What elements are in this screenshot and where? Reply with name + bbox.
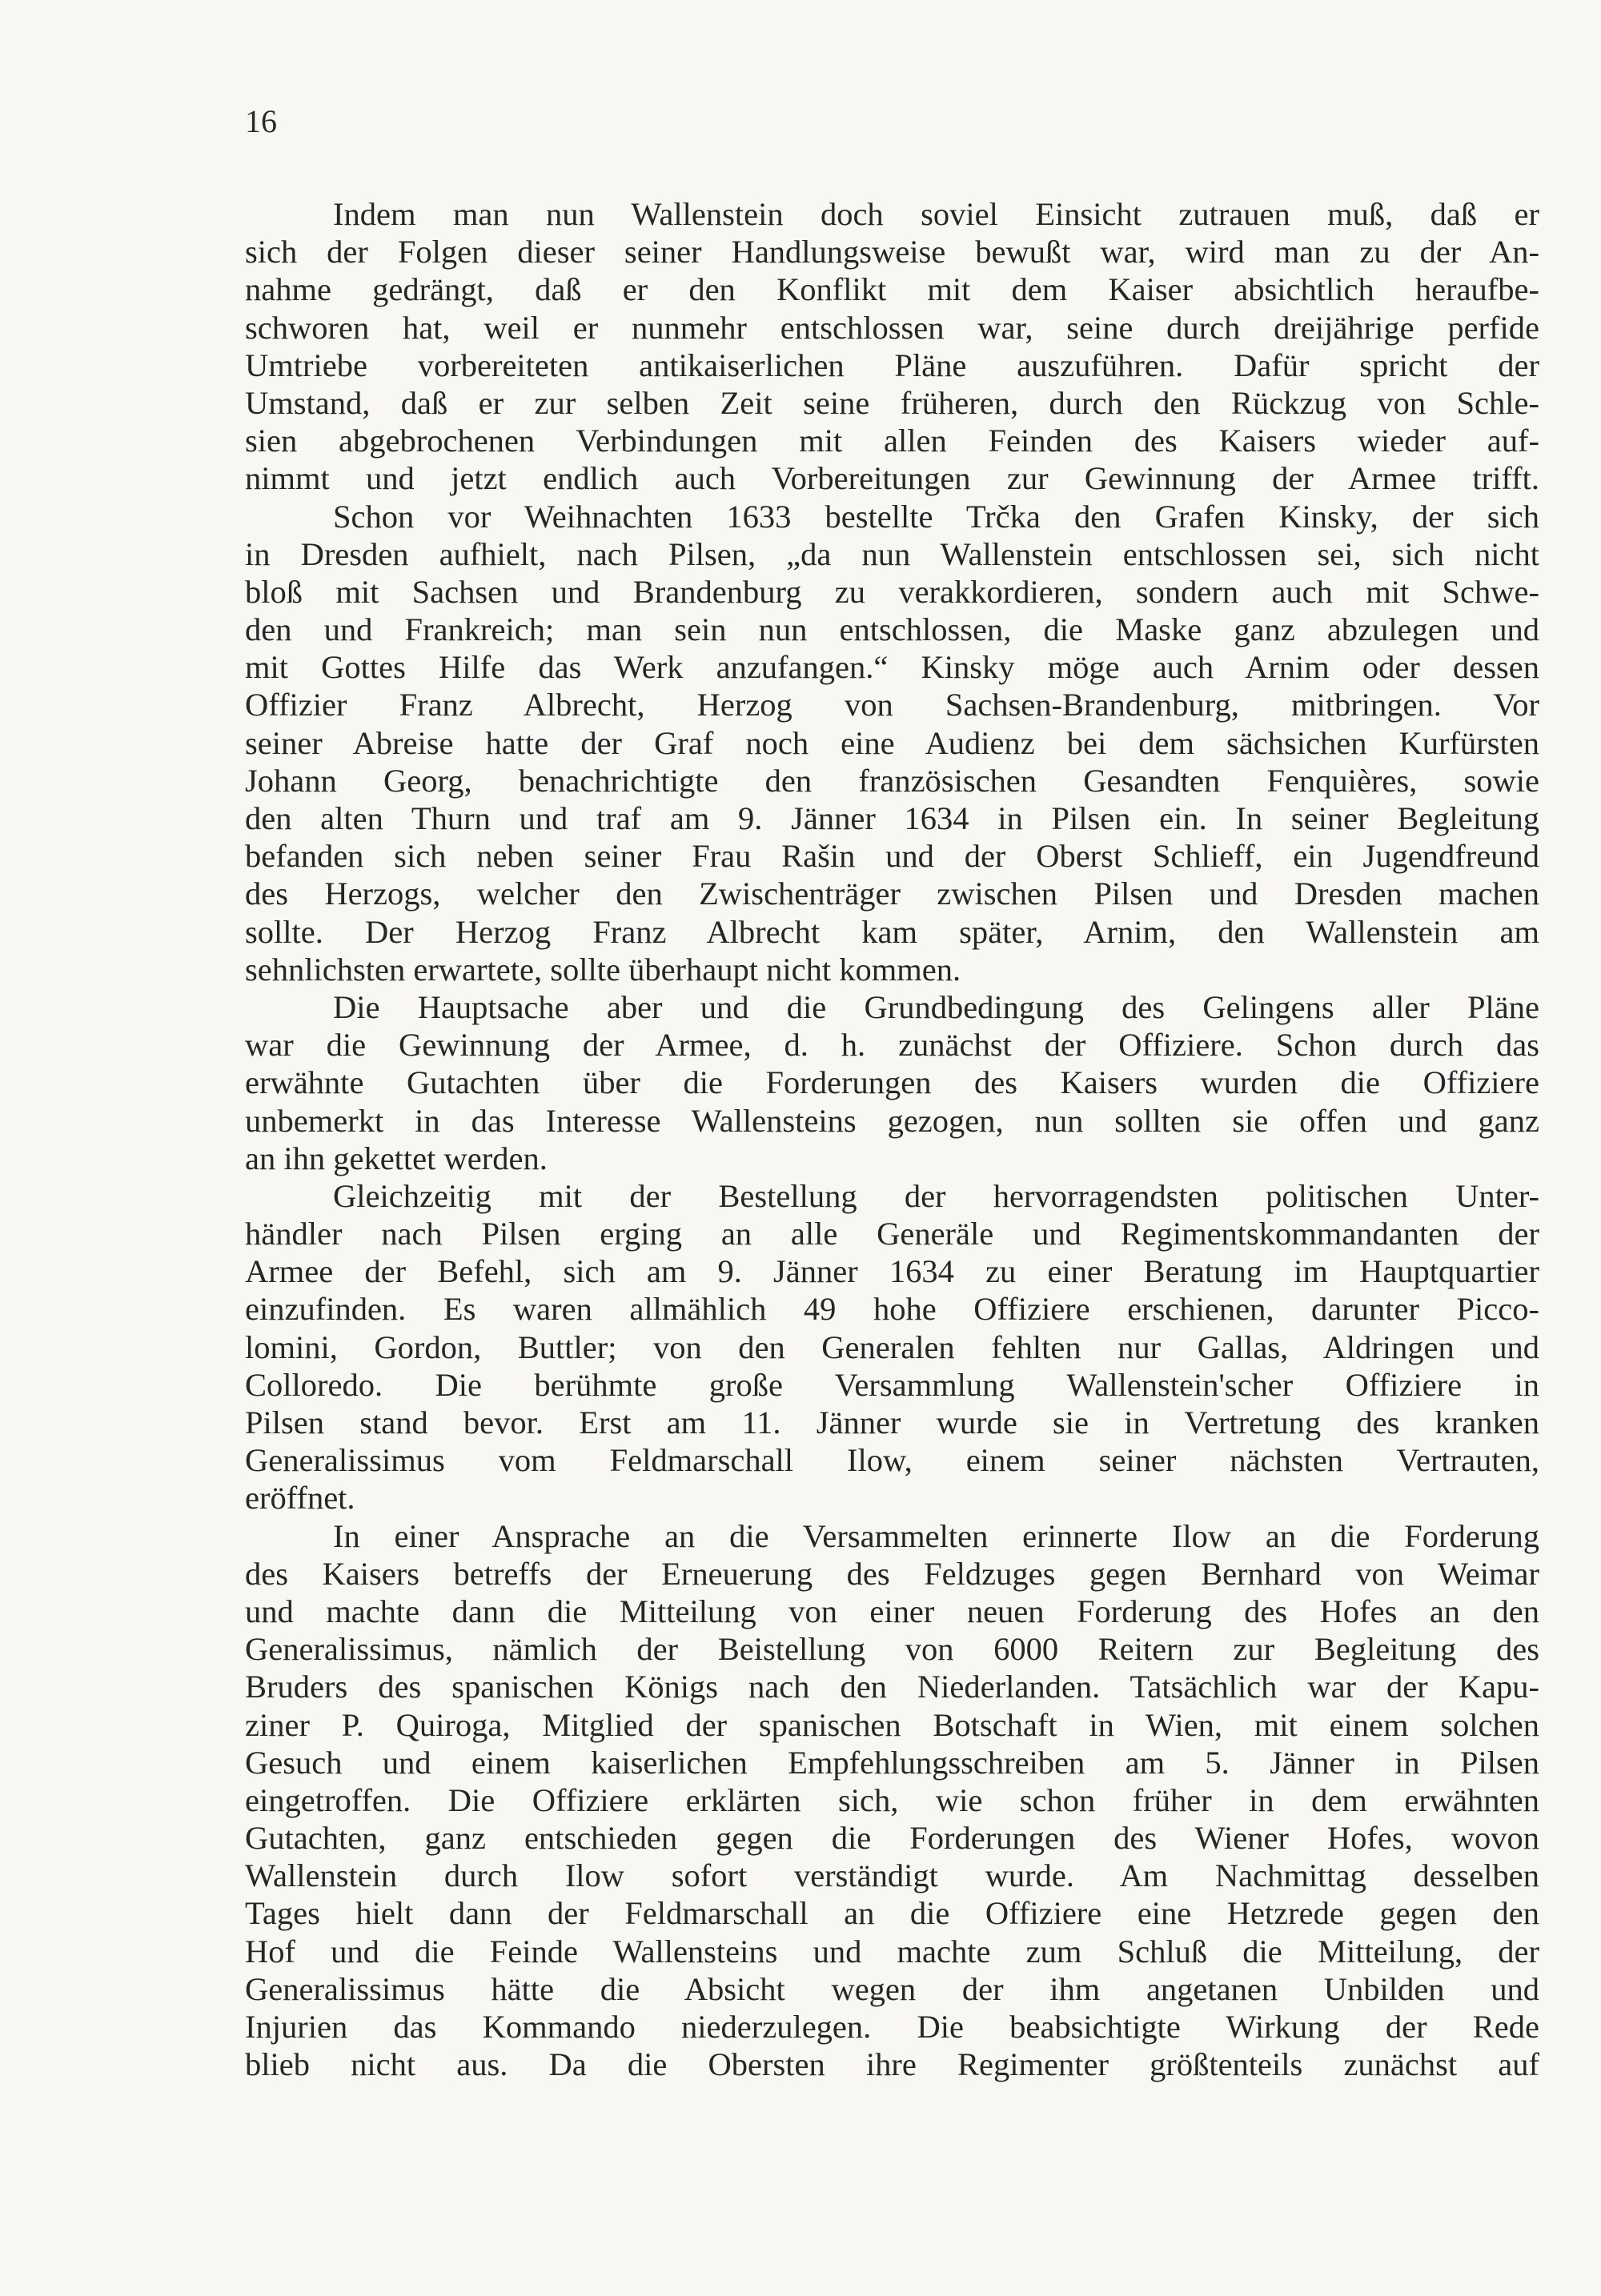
text-line: mit Gottes Hilfe das Werk anzufangen.“ Kinsky möge auch Arnim oder dessen [245,649,1539,686]
text-line: Armee der Befehl, sich am 9. Jänner 1634 zu einer Beratung im Hauptquartier [245,1253,1539,1290]
text-line: in Dresden aufhielt, nach Pilsen, „da nun Wallenstein entschlossen sei, sich nicht [245,535,1539,572]
paragraph-4 [245,1177,1539,1517]
text-line: Colloredo. Die berühmte große Versammlung Wallenstein'scher Offiziere in [245,1366,1539,1403]
text-line: Offizier Franz Albrecht, Herzog von Sachsen-Brandenburg, mitbringen. Vor [245,687,1539,723]
paragraph-3 [245,988,1539,1177]
text-line: Gesuch und einem kaiserlichen Empfehlungsschreiben am 5. Jänner in Pilsen [245,1744,1539,1781]
text-line: den alten Thurn und traf am 9. Jänner 1634 in Pilsen ein. In seiner Begleitung [245,800,1539,836]
text-line: In einer Ansprache an die Versammelten erinnerte Ilow an die Forderung [333,1517,1539,1554]
text-line: Umtriebe vorbereiteten antikaiserlichen Pläne auszuführen. Dafür spricht der [245,347,1539,383]
body-text [245,195,1539,2083]
text-line: Gutachten, ganz entschieden gegen die Forderungen des Wiener Hofes, wovon [245,1820,1539,1857]
text-line: Indem man nun Wallenstein doch soviel Einsicht zutrauen muß, daß er [333,196,1539,232]
text-line: sich der Folgen dieser seiner Handlungsweise bewußt war, wird man zu der An- [245,234,1539,270]
text-line: eröffnet. [245,1480,355,1517]
paragraph-2 [245,498,1539,988]
text-line: nimmt und jetzt endlich auch Vorbereitungen zur Gewinnung der Armee trifft. [245,460,1539,497]
text-line: Wallenstein durch Ilow sofort verständigt wurde. Am Nachmittag desselben [245,1857,1539,1894]
text-line: Hof und die Feinde Wallensteins und machte zum Schluß die Mitteilung, der [245,1933,1539,1969]
text-line: sehnlichsten erwartete, sollte überhaupt nicht kommen. [245,951,961,988]
text-line: sollte. Der Herzog Franz Albrecht kam später, Arnim, den Wallenstein am [245,913,1539,950]
text-line: erwähnte Gutachten über die Forderungen des Kaisers wurden die Offiziere [245,1064,1539,1101]
text-line: lomini, Gordon, Buttler; von den Generalen fehlten nur Gallas, Aldringen und [245,1328,1539,1365]
text-line: des Herzogs, welcher den Zwischenträger zwischen Pilsen und Dresden machen [245,876,1539,912]
text-line: war die Gewinnung der Armee, d. h. zunächst der Offiziere. Schon durch das [245,1027,1539,1064]
page-number: 16 [245,103,277,139]
text-line: befanden sich neben seiner Frau Rašin und der Oberst Schlieff, ein Jugendfreund [245,838,1539,875]
text-line: seiner Abreise hatte der Graf noch eine Audienz bei dem sächsichen Kurfürsten [245,724,1539,761]
text-line: ziner P. Quiroga, Mitglied der spanischen Botschaft in Wien, mit einem solchen [245,1706,1539,1743]
text-line: Die Hauptsache aber und die Grundbedingung des Gelingens aller Pläne [333,988,1539,1025]
text-line: bloß mit Sachsen und Brandenburg zu verakkordieren, sondern auch mit Schwe- [245,573,1539,610]
text-line: den und Frankreich; man sein nun entschlossen, die Maske ganz abzulegen und [245,611,1539,648]
paragraph-5 [245,1517,1539,2084]
text-line: des Kaisers betreffs der Erneuerung des Feldzuges gegen Bernhard von Weimar [245,1555,1539,1592]
text-line: einzufinden. Es waren allmählich 49 hohe Offiziere erschienen, darunter Picco- [245,1291,1539,1328]
paragraph-1 [245,195,1539,498]
text-line: an ihn gekettet werden. [245,1140,548,1176]
text-line: nahme gedrängt, daß er den Konflikt mit dem Kaiser absichtlich heraufbe- [245,271,1539,308]
text-line: Gleichzeitig mit der Bestellung der hervorragendsten politischen Unter- [333,1177,1539,1214]
text-line: schworen hat, weil er nunmehr entschlossen war, seine durch dreijährige perfide [245,309,1539,346]
text-line: händler nach Pilsen erging an alle Generäle und Regimentskommandanten der [245,1216,1539,1252]
text-line: blieb nicht aus. Da die Obersten ihre Regimenter größtenteils zunächst auf [245,2046,1539,2083]
text-line: Tages hielt dann der Feldmarschall an die Offiziere eine Hetzrede gegen den [245,1895,1539,1932]
text-line: Injurien das Kommando niederzulegen. Die beabsichtigte Wirkung der Rede [245,2009,1539,2045]
text-line: Generalissimus vom Feldmarschall Ilow, einem seiner nächsten Vertrauten, [245,1442,1539,1479]
text-line: Generalissimus hätte die Absicht wegen der ihm angetanen Unbilden und [245,1970,1539,2007]
text-line: Bruders des spanischen Königs nach den Niederlanden. Tatsächlich war der Kapu- [245,1669,1539,1705]
text-line: unbemerkt in das Interesse Wallensteins gezogen, nun sollten sie offen und ganz [245,1102,1539,1139]
text-line: Pilsen stand bevor. Erst am 11. Jänner wurde sie in Vertretung des kranken [245,1404,1539,1441]
text-line: eingetroffen. Die Offiziere erklärten sich, wie schon früher in dem erwähnten [245,1781,1539,1818]
text-line: und machte dann die Mitteilung von einer neuen Forderung des Hofes an den [245,1593,1539,1629]
text-line: sien abgebrochenen Verbindungen mit allen Feinden des Kaisers wieder auf- [245,423,1539,459]
text-line: Umstand, daß er zur selben Zeit seine früheren, durch den Rückzug von Schle- [245,384,1539,421]
text-line: Generalissimus, nämlich der Beistellung von 6000 Reitern zur Begleitung des [245,1631,1539,1668]
text-line: Schon vor Weihnachten 1633 bestellte Trčka den Grafen Kinsky, der sich [333,498,1539,535]
text-line: Johann Georg, benachrichtigte den französischen Gesandten Fenquières, sowie [245,762,1539,799]
